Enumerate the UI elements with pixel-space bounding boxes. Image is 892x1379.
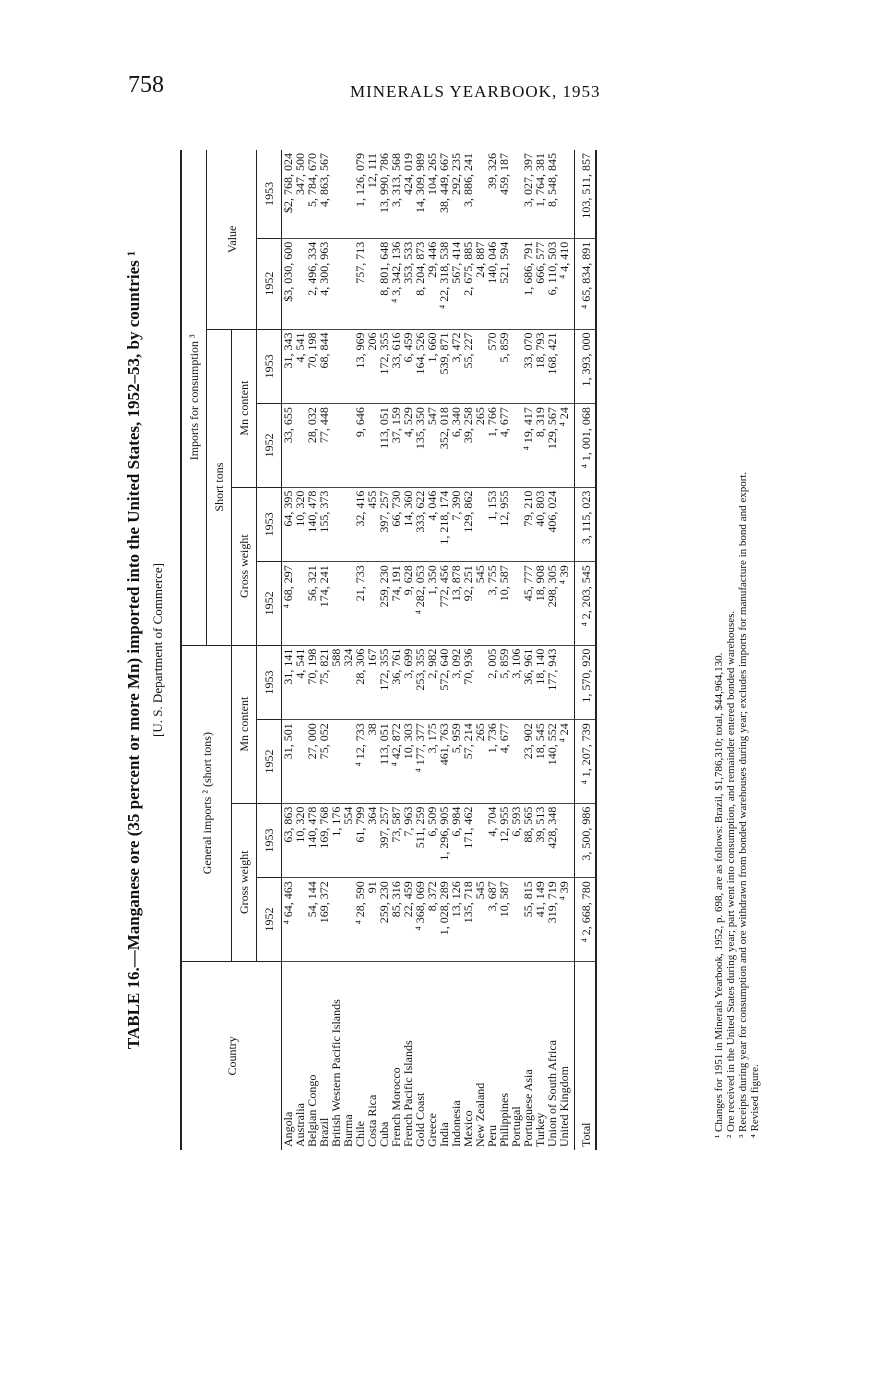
value-cell: ⁴ 64, 463	[282, 878, 295, 961]
country-cell: United Kingdom	[557, 1066, 571, 1147]
value-cell: 31, 141	[282, 645, 295, 720]
value-cell: 135, 718	[462, 878, 474, 961]
value-cell: 1, 350	[426, 562, 438, 645]
value-cell: 18, 908	[534, 562, 546, 645]
value-cell: 103, 511, 857	[575, 150, 597, 238]
value-cell: 1, 686, 791	[522, 238, 534, 329]
value-cell: 1, 176	[330, 803, 342, 878]
value-cell	[330, 404, 342, 487]
value-cell: ⁴ 282, 053	[414, 562, 426, 645]
value-cell: 3, 699	[402, 645, 414, 720]
value-cell: 1, 736	[486, 720, 498, 803]
value-header: Value	[207, 150, 257, 329]
value-cell: 155, 373	[318, 487, 330, 562]
value-cell: 4, 529	[402, 404, 414, 487]
value-cell: $2, 768, 024	[282, 150, 295, 238]
value-cell: 547	[426, 404, 438, 487]
value-cell: 14, 309, 989	[414, 150, 426, 238]
value-cell: 428, 348	[546, 803, 558, 878]
country-cell: Portuguese Asia	[521, 1069, 535, 1147]
value-cell: 13, 990, 786	[378, 150, 390, 238]
year-header: 1952	[257, 562, 282, 645]
value-cell	[330, 150, 342, 238]
country-cell: Burma	[341, 1114, 355, 1147]
value-cell: ⁴ 177, 377	[414, 720, 426, 803]
country-cell: Angola	[281, 1111, 295, 1147]
value-cell: 6, 984	[450, 803, 462, 878]
value-cell: 259, 230	[378, 878, 390, 961]
value-cell: 1, 766	[486, 404, 498, 487]
value-cell: 8, 319	[534, 404, 546, 487]
country-cell: Belgian Congo	[305, 1074, 319, 1147]
value-cell: 5, 959	[450, 720, 462, 803]
value-cell: 5, 859	[498, 645, 510, 720]
value-cell: 68, 844	[318, 329, 330, 404]
value-cell	[558, 487, 575, 562]
value-cell: 169, 372	[318, 878, 330, 961]
footnote: ⁴ Revised figure.	[749, 1064, 762, 1138]
value-cell: 88, 565	[522, 803, 534, 878]
value-cell: ⁴ 2, 203, 545	[575, 562, 597, 645]
value-cell	[330, 720, 342, 803]
value-cell: 39, 326	[486, 150, 498, 238]
country-cell: Gold Coast	[413, 1092, 427, 1147]
value-cell: 31, 501	[282, 720, 295, 803]
value-cell: 39, 513	[534, 803, 546, 878]
value-cell: 265	[474, 404, 486, 487]
table-row	[558, 150, 575, 1150]
value-cell: 353, 533	[402, 238, 414, 329]
country-cell: Indonesia	[449, 1100, 463, 1147]
value-cell: 10, 587	[498, 562, 510, 645]
value-cell: 28, 032	[306, 404, 318, 487]
value-cell: 455	[366, 487, 378, 562]
country-cell: Greece	[425, 1113, 439, 1147]
value-cell: 572, 640	[438, 645, 450, 720]
value-cell: 113, 051	[378, 404, 390, 487]
value-cell: ⁴ 65, 834, 891	[575, 238, 597, 329]
value-cell: 61, 799	[354, 803, 366, 878]
total-row	[575, 150, 597, 1150]
value-cell: 4, 300, 963	[318, 238, 330, 329]
value-cell: 33, 616	[390, 329, 402, 404]
value-cell: ⁴ 28, 590	[354, 878, 366, 961]
value-cell: 33, 655	[282, 404, 295, 487]
value-cell: 140, 478	[306, 803, 318, 878]
value-cell: 2, 496, 334	[306, 238, 318, 329]
value-cell: 461, 763	[438, 720, 450, 803]
country-cell: British Western Pacific Islands	[329, 999, 343, 1147]
country-cell: Portugal	[509, 1106, 523, 1147]
short-tons-header: Short tons	[207, 329, 232, 645]
value-cell: ⁴ 19, 417	[522, 404, 534, 487]
value-cell: 12, 955	[498, 487, 510, 562]
value-cell: 135, 350	[414, 404, 426, 487]
value-cell: 259, 230	[378, 562, 390, 645]
value-cell: 206	[366, 329, 378, 404]
value-cell: 521, 594	[498, 238, 510, 329]
country-cell: Chile	[353, 1121, 367, 1147]
value-cell	[558, 645, 575, 720]
value-cell: 3, 106	[510, 645, 522, 720]
value-cell: 7, 390	[450, 487, 462, 562]
value-cell: 347, 500	[294, 150, 306, 238]
year-header: 1952	[257, 238, 282, 329]
footnote: ³ Receipts during year for consumption and ore withdrawn from bonded warehouses during year; excludes imports for manufacture in bond and export.	[737, 471, 750, 1138]
value-cell: ⁴ 12, 733	[354, 720, 366, 803]
rotated-table-page	[118, 0, 768, 1150]
value-cell: 56, 321	[306, 562, 318, 645]
value-cell: 3, 313, 568	[390, 150, 402, 238]
value-cell: 104, 265	[426, 150, 438, 238]
mn-content-header: Mn content	[232, 329, 257, 487]
country-cell: Mexico	[461, 1110, 475, 1147]
value-cell: 85, 316	[390, 878, 402, 961]
year-header: 1953	[257, 645, 282, 720]
value-cell: ⁴ 39	[558, 562, 575, 645]
value-cell: 666, 577	[534, 238, 546, 329]
value-cell: ⁴ 39	[558, 878, 575, 961]
country-cell: Turkey	[533, 1112, 547, 1147]
value-cell: 39, 258	[462, 404, 474, 487]
country-cell: Australia	[293, 1103, 307, 1147]
value-cell: 174, 241	[318, 562, 330, 645]
value-cell: 91	[366, 878, 378, 961]
country-cell: India	[437, 1122, 451, 1147]
value-cell: 172, 355	[378, 329, 390, 404]
value-cell: 570	[486, 329, 498, 404]
value-cell: 364	[366, 803, 378, 878]
value-cell: 10, 303	[402, 720, 414, 803]
value-cell: 397, 257	[378, 487, 390, 562]
value-cell: 23, 902	[522, 720, 534, 803]
value-cell: 8, 801, 648	[378, 238, 390, 329]
value-cell: 588	[330, 645, 342, 720]
value-cell: 13, 126	[450, 878, 462, 961]
value-cell: 77, 448	[318, 404, 330, 487]
value-cell: 9, 646	[354, 404, 366, 487]
country-cell: Union of South Africa	[545, 1040, 559, 1147]
value-cell: 12, 955	[498, 803, 510, 878]
value-cell: 3, 687	[486, 878, 498, 961]
value-cell: 6, 340	[450, 404, 462, 487]
value-cell: 5, 859	[498, 329, 510, 404]
value-cell: 74, 191	[390, 562, 402, 645]
gross-weight-header: Gross weight	[232, 487, 257, 645]
year-header: 1953	[257, 803, 282, 878]
value-cell: 168, 421	[546, 329, 558, 404]
value-cell: 169, 768	[318, 803, 330, 878]
value-cell: 13, 878	[450, 562, 462, 645]
value-cell: 3, 092	[450, 645, 462, 720]
value-cell: 4, 677	[498, 720, 510, 803]
value-cell: 75, 052	[318, 720, 330, 803]
general-imports-header: General imports ² (short tons)	[181, 645, 232, 961]
table-body	[282, 150, 597, 1150]
value-cell: 1, 028, 289	[438, 878, 450, 961]
value-cell: 1, 764, 381	[534, 150, 546, 238]
value-cell: 757, 713	[354, 238, 366, 329]
value-cell: ⁴ 3, 342, 136	[390, 238, 402, 329]
value-cell	[330, 329, 342, 404]
value-cell: 63, 863	[282, 803, 295, 878]
mn-content-header: Mn content	[232, 645, 257, 803]
table-source: [U. S. Department of Commerce]	[150, 563, 165, 738]
value-cell: 24, 887	[474, 238, 486, 329]
value-cell: 171, 462	[462, 803, 474, 878]
value-cell: 1, 570, 920	[575, 645, 597, 720]
year-header: 1952	[257, 720, 282, 803]
value-cell: 2, 005	[486, 645, 498, 720]
value-cell: ⁴ 24	[558, 404, 575, 487]
year-header: 1952	[257, 404, 282, 487]
country-header: Country	[181, 961, 282, 1150]
value-cell: 3, 027, 397	[522, 150, 534, 238]
footnote: ² Ore received in the United States during year; part went into consumption, and remainder entered bonded warehouses.	[725, 610, 738, 1138]
year-header: 1953	[257, 487, 282, 562]
value-cell: ⁴ 22, 318, 538	[438, 238, 450, 329]
value-cell: 164, 526	[414, 329, 426, 404]
value-cell: 4, 863, 567	[318, 150, 330, 238]
value-cell: 73, 587	[390, 803, 402, 878]
country-cell: New Zealand	[473, 1082, 487, 1147]
value-cell: 8, 204, 873	[414, 238, 426, 329]
value-cell: 54, 144	[306, 878, 318, 961]
value-cell: 1, 660	[426, 329, 438, 404]
value-cell: 545	[474, 878, 486, 961]
value-cell: 55, 227	[462, 329, 474, 404]
country-cell: Cuba	[377, 1121, 391, 1147]
value-cell: 3, 175	[426, 720, 438, 803]
value-cell: 22, 459	[402, 878, 414, 961]
value-cell: 4, 046	[426, 487, 438, 562]
value-cell: 45, 777	[522, 562, 534, 645]
value-cell	[330, 487, 342, 562]
country-cell: Philippines	[497, 1092, 511, 1147]
value-cell: 36, 761	[390, 645, 402, 720]
value-cell: 79, 210	[522, 487, 534, 562]
table-title: TABLE 16.—Manganese ore (35 percent or more Mn) imported into the United States, 1952–53, by countries ¹	[124, 250, 143, 1050]
value-cell: 7, 963	[402, 803, 414, 878]
country-cell: Brazil	[317, 1117, 331, 1147]
value-cell: 352, 018	[438, 404, 450, 487]
value-cell: 38, 449, 667	[438, 150, 450, 238]
value-cell: 545	[474, 562, 486, 645]
value-cell: 12, 111	[366, 150, 378, 238]
value-cell: 1, 393, 000	[575, 329, 597, 404]
value-cell: 511, 259	[414, 803, 426, 878]
value-cell: 319, 719	[546, 878, 558, 961]
value-cell: 38	[366, 720, 378, 803]
value-cell	[558, 150, 575, 238]
running-title: MINERALS YEARBOOK, 1953	[350, 82, 601, 101]
value-cell: 129, 862	[462, 487, 474, 562]
value-cell: 37, 159	[390, 404, 402, 487]
value-cell: 3, 472	[450, 329, 462, 404]
value-cell: $3, 030, 600	[282, 238, 295, 329]
consumption-header: Imports for consumption ³	[181, 150, 207, 645]
year-header: 1953	[257, 150, 282, 238]
value-cell: 1, 126, 079	[354, 150, 366, 238]
value-cell: ⁴ 2, 668, 780	[575, 878, 597, 961]
value-cell: 167	[366, 645, 378, 720]
value-cell: 8, 548, 845	[546, 150, 558, 238]
year-header: 1952	[257, 878, 282, 961]
value-cell	[330, 238, 342, 329]
value-cell	[558, 803, 575, 878]
value-cell: 18, 545	[534, 720, 546, 803]
value-cell: 298, 305	[546, 562, 558, 645]
country-cell: Costa Rica	[365, 1094, 379, 1147]
value-cell: 4, 677	[498, 404, 510, 487]
value-cell: 33, 070	[522, 329, 534, 404]
value-cell: 70, 198	[306, 329, 318, 404]
value-cell: 29, 446	[426, 238, 438, 329]
value-cell: 539, 871	[438, 329, 450, 404]
value-cell: 9, 628	[402, 562, 414, 645]
value-cell: 172, 355	[378, 645, 390, 720]
value-cell: ⁴ 68, 297	[282, 562, 295, 645]
value-cell: 57, 214	[462, 720, 474, 803]
table-row	[462, 150, 474, 1150]
value-cell: 6, 509	[426, 803, 438, 878]
imports-table	[180, 150, 597, 1150]
value-cell: ⁴ 368, 069	[414, 878, 426, 961]
value-cell: 1, 296, 905	[438, 803, 450, 878]
value-cell: 70, 198	[306, 645, 318, 720]
country-cell: Peru	[485, 1125, 499, 1147]
value-cell: 70, 936	[462, 645, 474, 720]
value-cell: 4, 704	[486, 803, 498, 878]
value-cell: 13, 969	[354, 329, 366, 404]
table-row	[546, 150, 558, 1150]
value-cell: 5, 784, 670	[306, 150, 318, 238]
value-cell: 75, 821	[318, 645, 330, 720]
value-cell: 567, 414	[450, 238, 462, 329]
value-cell: 3, 755	[486, 562, 498, 645]
value-cell: 14, 360	[402, 487, 414, 562]
value-cell: 28, 306	[354, 645, 366, 720]
value-cell	[330, 562, 342, 645]
value-cell: 292, 235	[450, 150, 462, 238]
value-cell: 6, 459	[402, 329, 414, 404]
value-cell: 113, 051	[378, 720, 390, 803]
value-cell: 140, 046	[486, 238, 498, 329]
footnote: ¹ Changes for 1951 in Minerals Yearbook, 1952, p. 698, are as follows: Brazil, $1,786,310; total, $44,964,130.	[713, 652, 725, 1138]
year-header: 1953	[257, 329, 282, 404]
footnotes	[713, 138, 761, 1138]
value-cell: 66, 730	[390, 487, 402, 562]
value-cell: 40, 803	[534, 487, 546, 562]
value-cell: 32, 416	[354, 487, 366, 562]
value-cell: 140, 552	[546, 720, 558, 803]
value-cell: 6, 110, 503	[546, 238, 558, 329]
gross-weight-header: Gross weight	[232, 803, 257, 961]
value-cell: ⁴ 42, 872	[390, 720, 402, 803]
value-cell: 27, 000	[306, 720, 318, 803]
value-cell: 1, 153	[486, 487, 498, 562]
value-cell: 18, 140	[534, 645, 546, 720]
value-cell: 10, 320	[294, 487, 306, 562]
value-cell: ⁴ 4, 410	[558, 238, 575, 329]
value-cell: 424, 019	[402, 150, 414, 238]
value-cell: ⁴ 1, 001, 068	[575, 404, 597, 487]
page-number: 758	[128, 72, 164, 98]
country-cell: Total	[575, 961, 597, 1150]
value-cell: 31, 343	[282, 329, 295, 404]
value-cell: 55, 815	[522, 878, 534, 961]
value-cell: 1, 218, 174	[438, 487, 450, 562]
value-cell: 36, 961	[522, 645, 534, 720]
value-cell: 772, 456	[438, 562, 450, 645]
value-cell: 253, 355	[414, 645, 426, 720]
value-cell: 3, 886, 241	[462, 150, 474, 238]
value-cell: 333, 622	[414, 487, 426, 562]
value-cell: ⁴ 24	[558, 720, 575, 803]
value-cell: 140, 478	[306, 487, 318, 562]
value-cell: 4, 541	[294, 645, 306, 720]
value-cell: 554	[342, 803, 354, 878]
value-cell: 18, 793	[534, 329, 546, 404]
value-cell: 10, 320	[294, 803, 306, 878]
value-cell: 92, 251	[462, 562, 474, 645]
value-cell: 177, 943	[546, 645, 558, 720]
country-cell: French Morocco	[389, 1067, 403, 1147]
value-cell: 6, 593	[510, 803, 522, 878]
country-cell: French Pacific Islands	[401, 1040, 415, 1147]
value-cell: 129, 567	[546, 404, 558, 487]
value-cell: 4, 541	[294, 329, 306, 404]
value-cell: 397, 257	[378, 803, 390, 878]
value-cell: 64, 395	[282, 487, 295, 562]
value-cell: 10, 587	[498, 878, 510, 961]
value-cell: 406, 024	[546, 487, 558, 562]
value-cell: 459, 187	[498, 150, 510, 238]
value-cell: 8, 372	[426, 878, 438, 961]
value-cell: 3, 500, 986	[575, 803, 597, 878]
value-cell: 3, 115, 023	[575, 487, 597, 562]
value-cell: 21, 733	[354, 562, 366, 645]
value-cell: ⁴ 1, 207, 739	[575, 720, 597, 803]
value-cell: 265	[474, 720, 486, 803]
value-cell: 324	[342, 645, 354, 720]
value-cell: 2, 982	[426, 645, 438, 720]
value-cell	[330, 878, 342, 961]
value-cell	[558, 329, 575, 404]
value-cell: 41, 149	[534, 878, 546, 961]
value-cell: 2, 675, 885	[462, 238, 474, 329]
